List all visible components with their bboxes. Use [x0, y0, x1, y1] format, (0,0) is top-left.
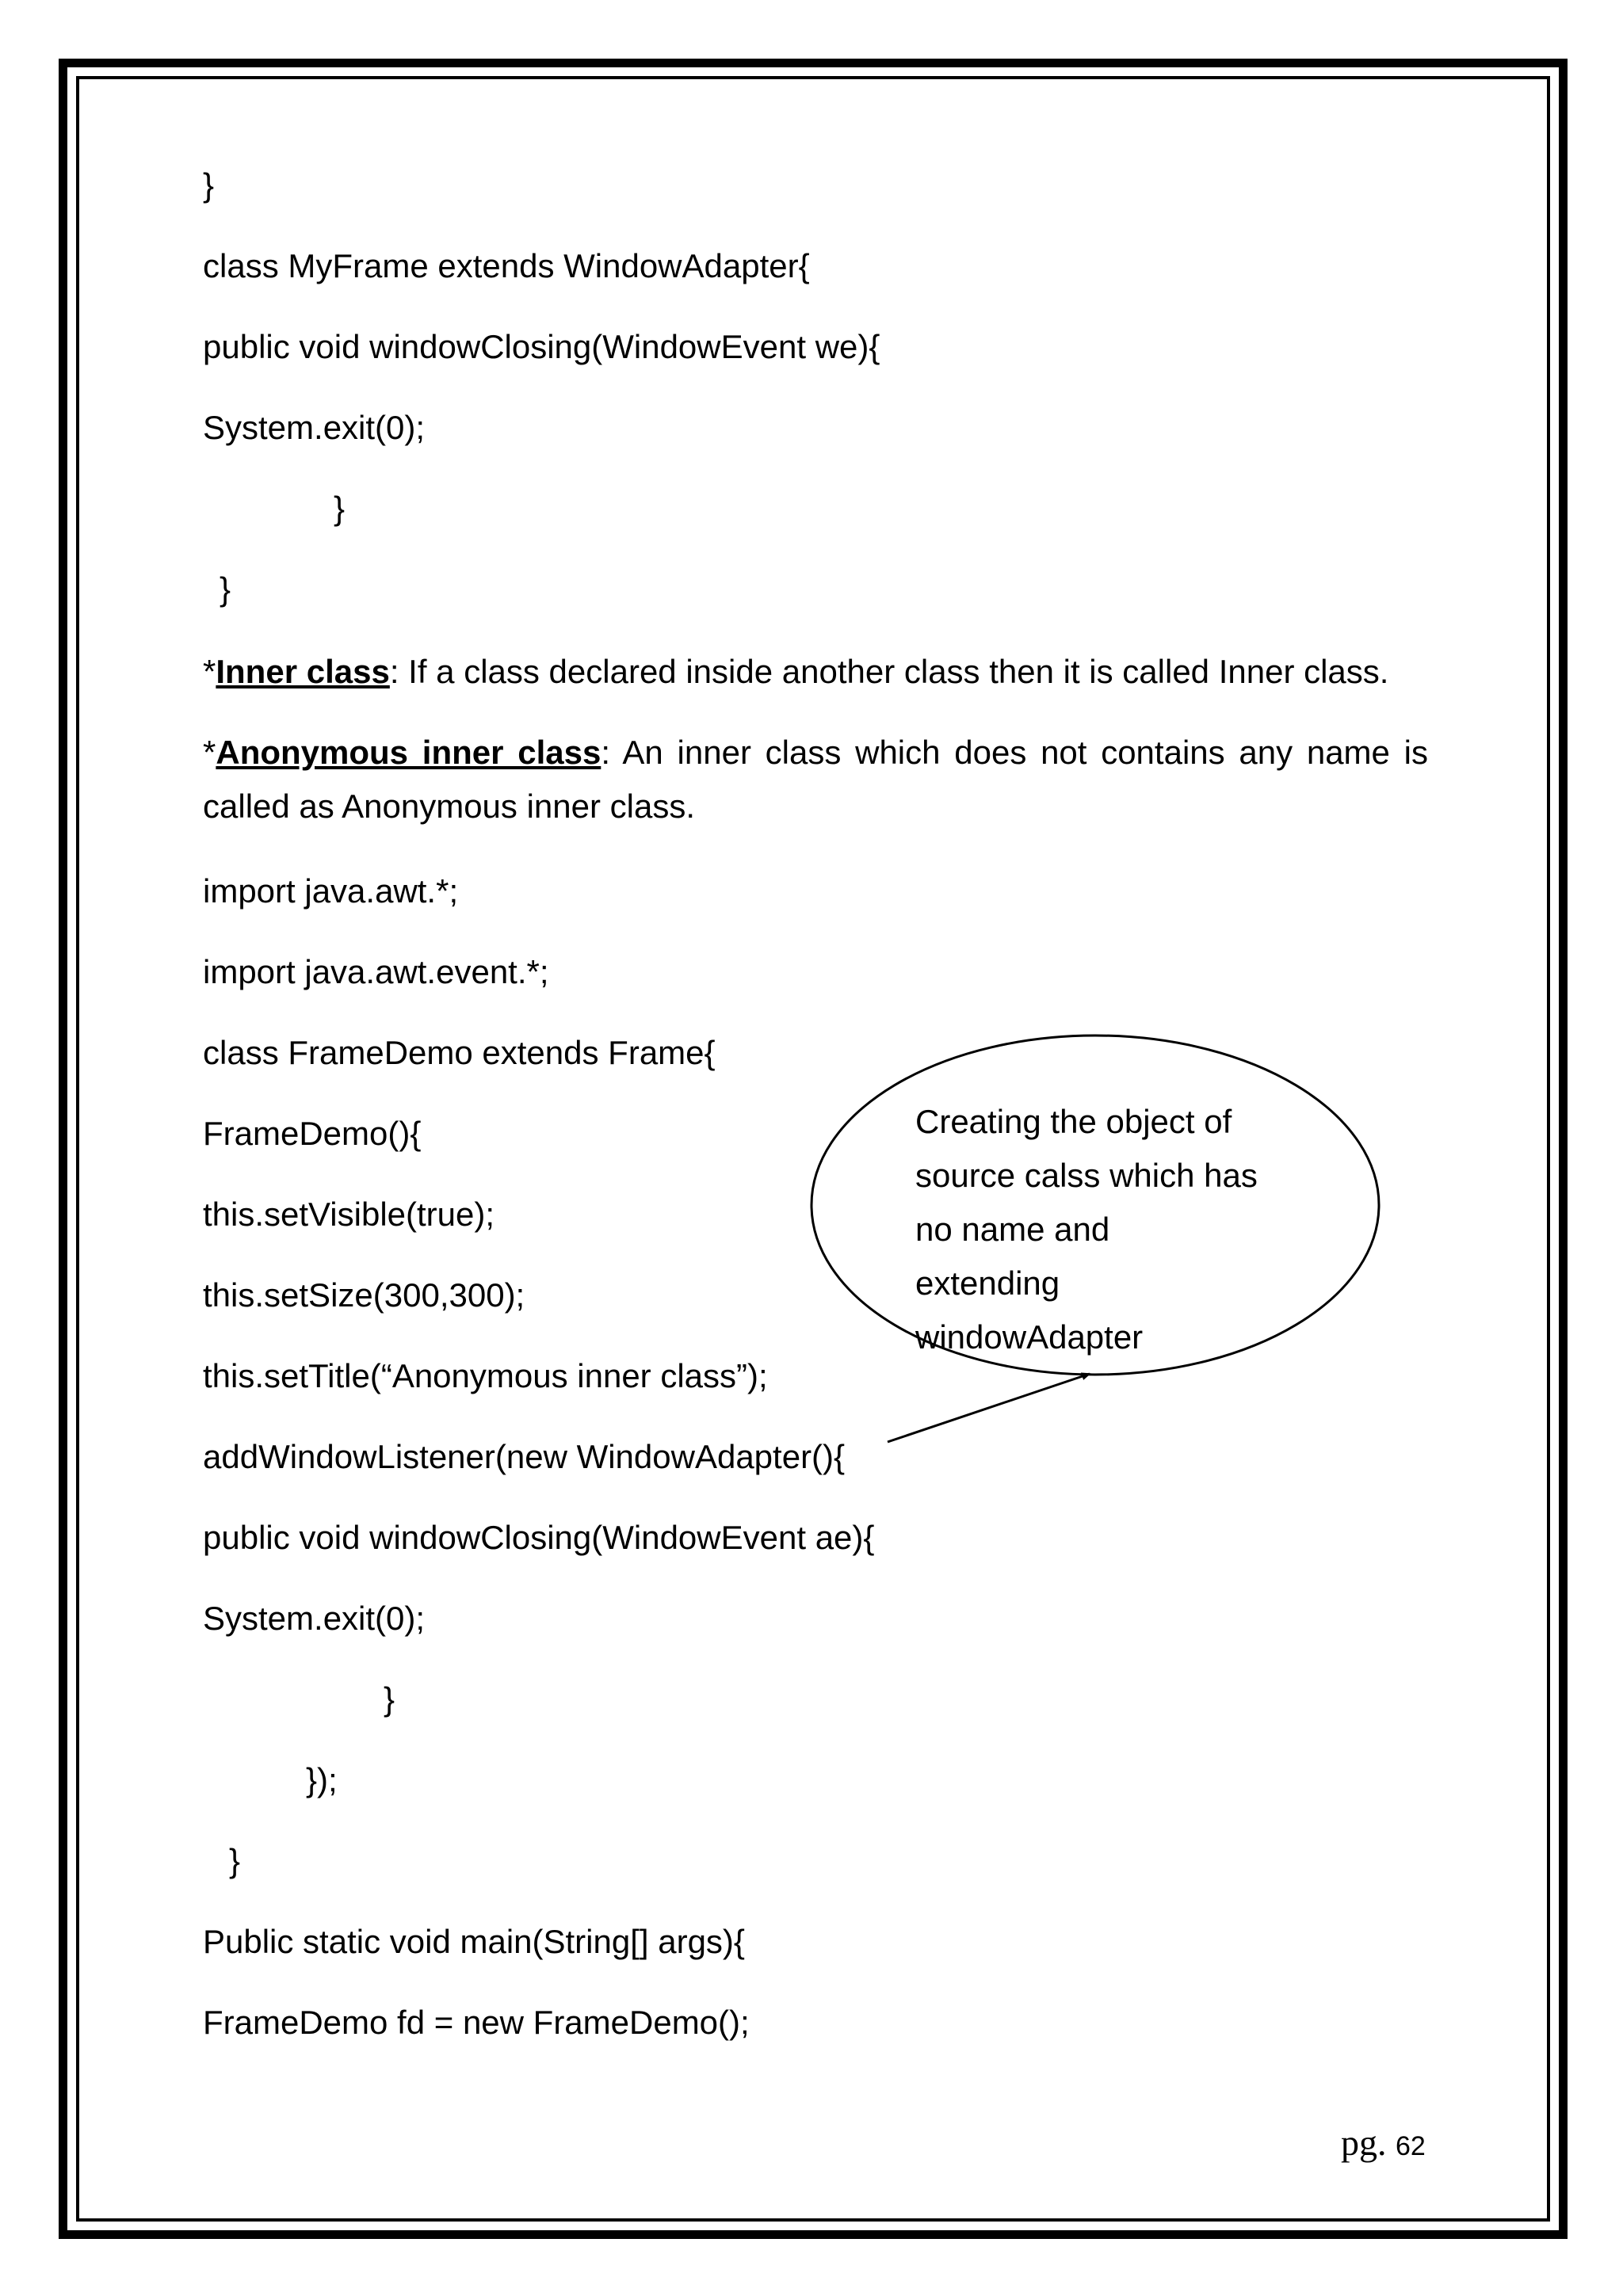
definition-term: Anonymous inner class — [216, 734, 601, 771]
code-line: import java.awt.event.*; — [203, 953, 549, 990]
code-line: } — [229, 1842, 241, 1879]
code-line: public void windowClosing(WindowEvent ae){ — [203, 1519, 875, 1556]
code-line: System.exit(0); — [203, 1600, 426, 1637]
code-line: Public static void main(String[] args){ — [203, 1923, 745, 1960]
code-line: this.setSize(300,300); — [203, 1276, 525, 1314]
code-line: }); — [306, 1761, 338, 1798]
callout-line: windowAdapter — [915, 1318, 1144, 1356]
code-line: this.setTitle(“Anonymous inner class”); — [203, 1357, 768, 1394]
definition-term: Inner class — [216, 653, 390, 690]
page-number — [1341, 2122, 1426, 2163]
code-line: public void windowClosing(WindowEvent we){ — [203, 328, 880, 365]
callout-line: no name and — [915, 1211, 1110, 1248]
callout-text — [915, 1095, 1296, 1364]
definition-prefix: * — [203, 653, 216, 690]
code-line: this.setVisible(true); — [203, 1196, 495, 1233]
callout-line: extending — [915, 1264, 1060, 1302]
code-line: } — [334, 490, 346, 527]
code-line: class MyFrame extends WindowAdapter{ — [203, 247, 810, 284]
callout-line: Creating the object of — [915, 1103, 1232, 1140]
definition-prefix: * — [203, 734, 216, 771]
code-line: import java.awt.*; — [203, 872, 459, 910]
definition-text: : An inner class which does not contains any name is called as Anonymous inner class. — [203, 734, 1428, 825]
code-line: } — [384, 1680, 395, 1718]
page-number-value: 62 — [1396, 2131, 1426, 2161]
code-line: System.exit(0); — [203, 409, 426, 446]
page-number-prefix: pg. — [1341, 2122, 1387, 2163]
callout-arrow — [888, 1374, 1090, 1442]
definition-text: : If a class declared inside another class then it is called Inner class. — [389, 653, 1389, 690]
code-line: FrameDemo fd = new FrameDemo(); — [203, 2004, 750, 2041]
code-line: addWindowListener(new WindowAdapter(){ — [203, 1438, 846, 1475]
code-line: } — [203, 166, 215, 204]
callout-line: source calss which has — [915, 1157, 1258, 1194]
code-line: FrameDemo(){ — [203, 1115, 422, 1152]
code-line: class FrameDemo extends Frame{ — [203, 1034, 716, 1071]
code-line: } — [220, 570, 231, 608]
